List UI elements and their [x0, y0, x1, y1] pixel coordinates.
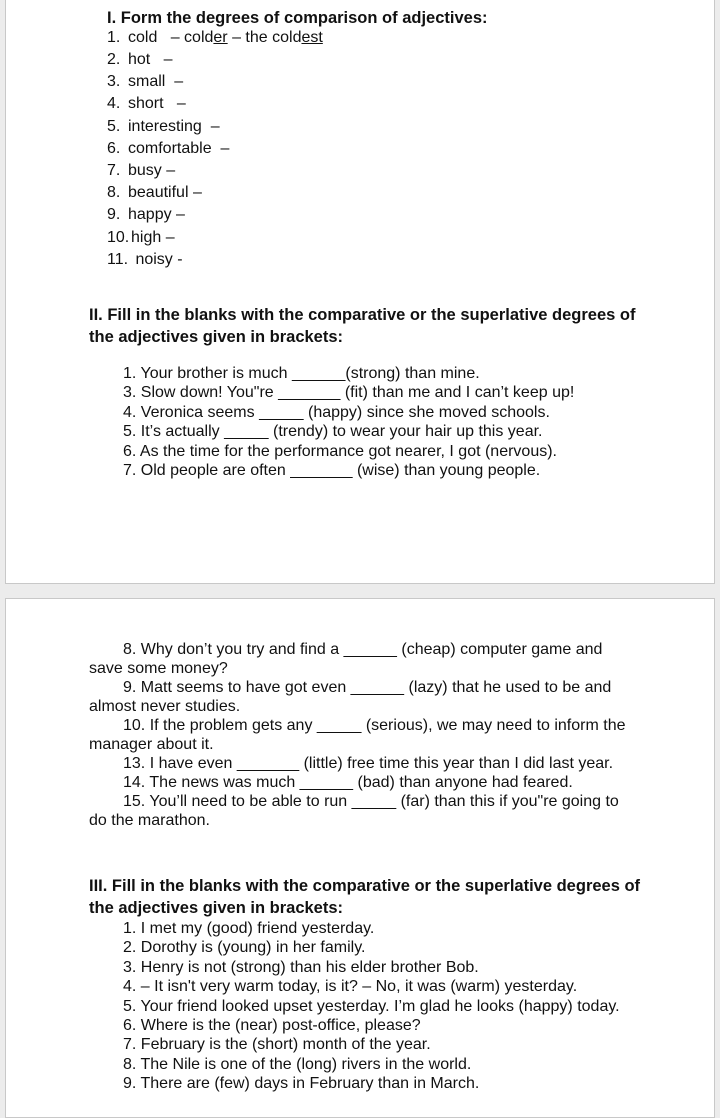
- list-item: 7. Old people are often _______ (wise) than young people.: [123, 462, 541, 480]
- list-item: 7. busy –: [107, 161, 176, 179]
- list-item: 6. comfortable –: [107, 139, 230, 157]
- list-item: 3. Henry is not (strong) than his elder brother Bob.: [123, 958, 479, 976]
- list-item: 9. Matt seems to have got even ______ (lazy) that he used to be and almost never studies.: [89, 679, 612, 715]
- list-item: 3. Slow down! You"re _______ (fit) than me and I can’t keep up!: [123, 384, 575, 402]
- list-item: 10. high –: [107, 228, 175, 246]
- list-item: 2. hot –: [107, 51, 173, 68]
- list-item: 1. I met my (good) friend yesterday.: [123, 920, 375, 937]
- list-item: 8. The Nile is one of the (long) rivers in the world.: [123, 1055, 472, 1073]
- section-2-title-line-2: the adjectives given in brackets:: [89, 328, 344, 346]
- list-item: 1. Your brother is much ______(strong) than mine.: [123, 365, 480, 382]
- list-item: 4. – It isn't very warm today, is it? – No, it was (warm) yesterday.: [123, 978, 578, 996]
- example-word: cold: [128, 29, 158, 46]
- example-comparative: – cold: [170, 29, 214, 46]
- list-item: 4. Veronica seems _____ (happy) since she moved schools.: [123, 403, 550, 421]
- list-item: 15. You’ll need to be able to run _____ (far) than this if you"re going to do the marathon.: [89, 793, 619, 829]
- section-3-title-line-1: III. Fill in the blanks with the comparative or the superlative degrees of: [89, 877, 641, 895]
- list-item: 6. Where is the (near) post-office, please?: [123, 1017, 421, 1035]
- list-item: 6. As the time for the performance got nearer, I got (nervous).: [123, 442, 557, 460]
- item-number: 1.: [107, 29, 121, 46]
- section-1-example: [107, 28, 323, 48]
- section-2-continued: [89, 640, 689, 830]
- list-item: 5. Your friend looked upset yesterday. I’m glad he looks (happy) today.: [123, 997, 620, 1015]
- list-item: 14. The news was much ______ (bad) than anyone had feared.: [123, 774, 573, 791]
- list-item: 7. February is the (short) month of the year.: [123, 1036, 431, 1054]
- list-item: 9. happy –: [107, 206, 185, 224]
- list-item: 5. It’s actually _____ (trendy) to wear your hair up this year.: [123, 423, 543, 441]
- section-3-title-line-2: the adjectives given in brackets:: [89, 899, 344, 917]
- section-1-title: I. Form the degrees of comparison of adjectives:: [107, 9, 488, 27]
- list-item: 8. beautiful –: [107, 184, 202, 202]
- section-2-list: [123, 364, 574, 480]
- list-item: 5. interesting –: [107, 117, 220, 135]
- example-superlative-suffix: est: [301, 29, 323, 46]
- list-item: 13. I have even _______ (little) free time this year than I did last year.: [123, 755, 614, 772]
- section-1-list: [107, 50, 229, 272]
- list-item: 3. small –: [107, 73, 184, 91]
- list-item: 2. Dorothy is (young) in her family.: [123, 939, 366, 957]
- list-item: 4. short –: [107, 95, 186, 113]
- list-item: 10. If the problem gets any _____ (serious), we may need to inform the manager about it.: [89, 717, 626, 753]
- list-item: 8. Why don’t you try and find a ______ (cheap) computer game and save some money?: [89, 641, 603, 677]
- example-comparative-suffix: er: [213, 29, 228, 46]
- example-superlative: – the cold: [227, 29, 302, 46]
- list-item: 9. There are (few) days in February than in March.: [123, 1075, 480, 1093]
- list-item: 11. noisy -: [107, 250, 183, 268]
- section-2-title-line-1: II. Fill in the blanks with the comparative or the superlative degrees of: [89, 306, 636, 324]
- section-3-list: [123, 919, 620, 1094]
